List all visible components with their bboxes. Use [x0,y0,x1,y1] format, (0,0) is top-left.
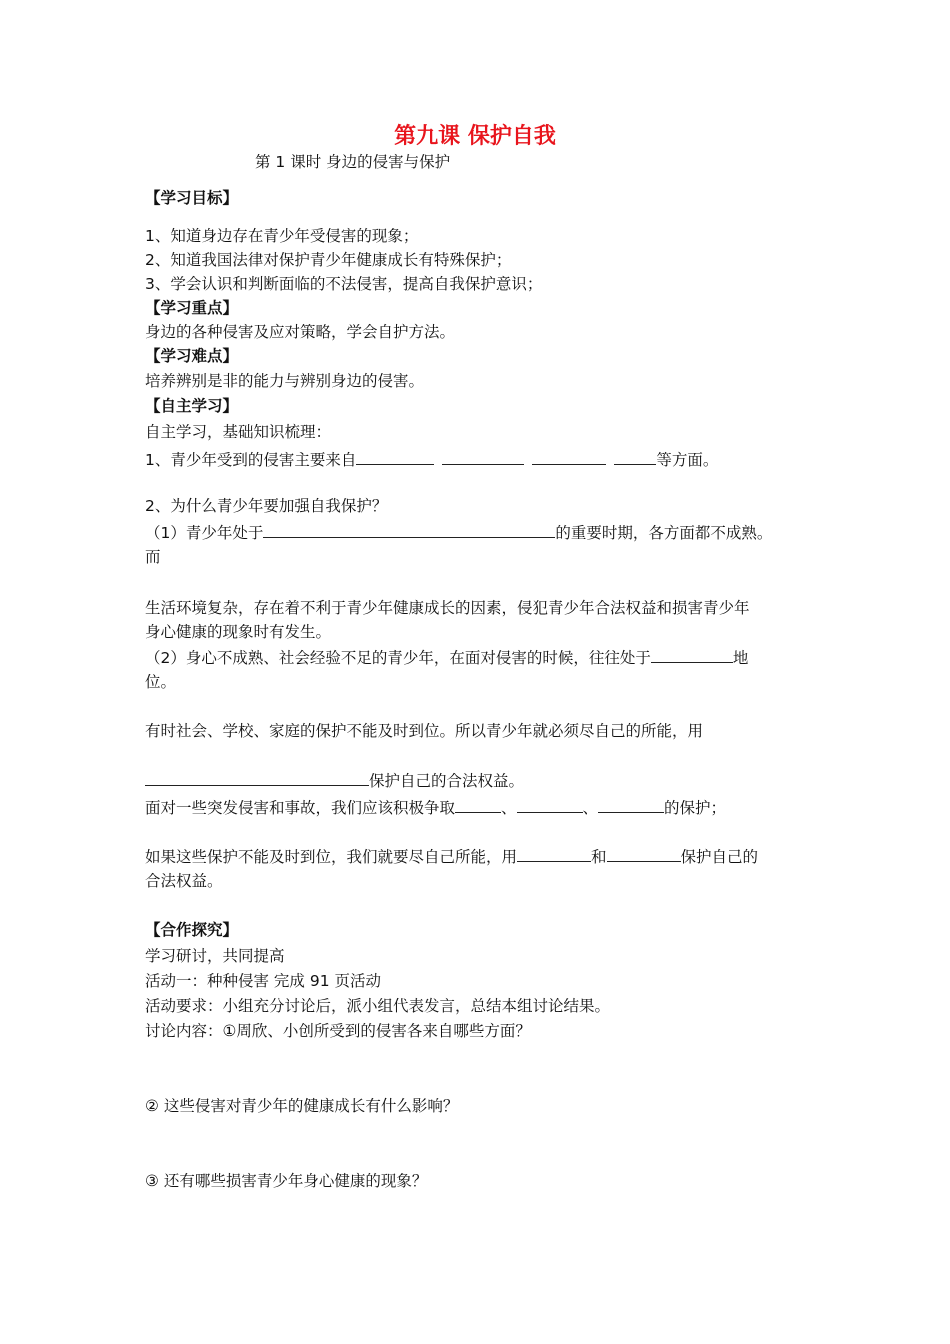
discussion-q1: 讨论内容：①周欣、小创所受到的侵害各来自哪些方面？ [145,1022,531,1040]
para-sometimes: 有时社会、学校、家庭的保护不能及时到位。所以青少年就必须尽自己的所能，用 [145,722,704,740]
para-if-line2: 合法权益。 [145,872,223,890]
lesson-subtitle: 第 1 课时 身边的侵害与保护 [255,153,451,171]
para-env-line1: 生活环境复杂，存在着不利于青少年健康成长的因素，侵犯青少年合法权益和损害青少年 [145,599,750,617]
para-if-prefix: 如果这些保护不能及时到位，我们就要尽自己所能，用 [145,848,518,866]
difficulty-heading: 【学习难点】 [145,347,239,365]
para-face [145,797,726,818]
objective-item: 3、学会认识和判断面临的不法侵害，提高自我保护意识； [145,275,543,293]
q2-2-wei: 位。 [145,673,177,691]
para-protect-suffix: 保护自己的合法权益。 [369,772,525,790]
q2-2-prefix: （2）身心不成熟、社会经验不足的青少年，在面对侵害的时候，往往处于 [145,649,651,667]
fill-blank[interactable] [455,797,501,813]
q1-suffix: 等方面。 [656,451,719,469]
question-2: 2、为什么青少年要加强自我保护？ [145,497,388,515]
difficulty-text: 培养辨别是非的能力与辨别身边的侵害。 [145,372,425,390]
para-protect [145,770,524,791]
separator: 、 [501,799,517,817]
fill-blank[interactable] [598,797,664,813]
focus-text: 身边的各种侵害及应对策略，学会自护方法。 [145,323,456,341]
q2-2-suffix: 地 [732,649,749,667]
para-face-suffix: 的保护； [664,799,727,817]
lesson-title: 第九课 保护自我 [394,124,556,149]
question-2-2 [145,647,748,668]
q2-1-er: 而 [145,548,161,566]
fill-blank[interactable] [532,449,606,465]
self-study-intro: 自主学习，基础知识梳理： [145,423,332,441]
question-2-1 [145,522,772,543]
activity-one: 活动一：种种侵害 完成 91 页活动 [145,972,382,990]
objective-item: 2、知道我国法律对保护青少年健康成长有特殊保护； [145,251,512,269]
fill-blank[interactable] [517,846,591,862]
coop-heading: 【合作探究】 [145,921,239,939]
activity-requirement: 活动要求：小组充分讨论后，派小组代表发言，总结本组讨论结果。 [145,997,611,1015]
fill-blank[interactable] [651,647,733,663]
fill-blank[interactable] [517,797,583,813]
objective-item: 1、知道身边存在青少年受侵害的现象； [145,227,419,245]
fill-blank[interactable] [614,449,656,465]
q2-1-prefix: （1）青少年处于 [145,524,264,542]
discussion-q2: ② 这些侵害对青少年的健康成长有什么影响？ [145,1097,459,1115]
self-study-heading: 【自主学习】 [145,397,239,415]
fill-blank[interactable] [145,770,369,786]
focus-heading: 【学习重点】 [145,299,239,317]
question-1 [145,449,718,470]
para-if-and: 和 [591,848,607,866]
discussion-q3: ③ 还有哪些损害青少年身心健康的现象？ [145,1172,428,1190]
fill-blank[interactable] [442,449,524,465]
para-face-prefix: 面对一些突发侵害和事故，我们应该积极争取 [145,799,456,817]
q2-1-suffix: 的重要时期，各方面都不成熟。 [555,524,773,542]
coop-intro: 学习研讨，共同提高 [145,947,285,965]
separator: 、 [582,799,599,817]
para-if [145,846,758,867]
fill-blank[interactable] [607,846,681,862]
fill-blank[interactable] [356,449,434,465]
para-env-line2: 身心健康的现象时有发生。 [145,623,332,641]
para-if-suffix: 保护自己的 [680,848,759,866]
objectives-heading: 【学习目标】 [145,189,239,207]
fill-blank[interactable] [263,522,555,538]
q1-prefix: 1、青少年受到的侵害主要来自 [145,451,357,469]
